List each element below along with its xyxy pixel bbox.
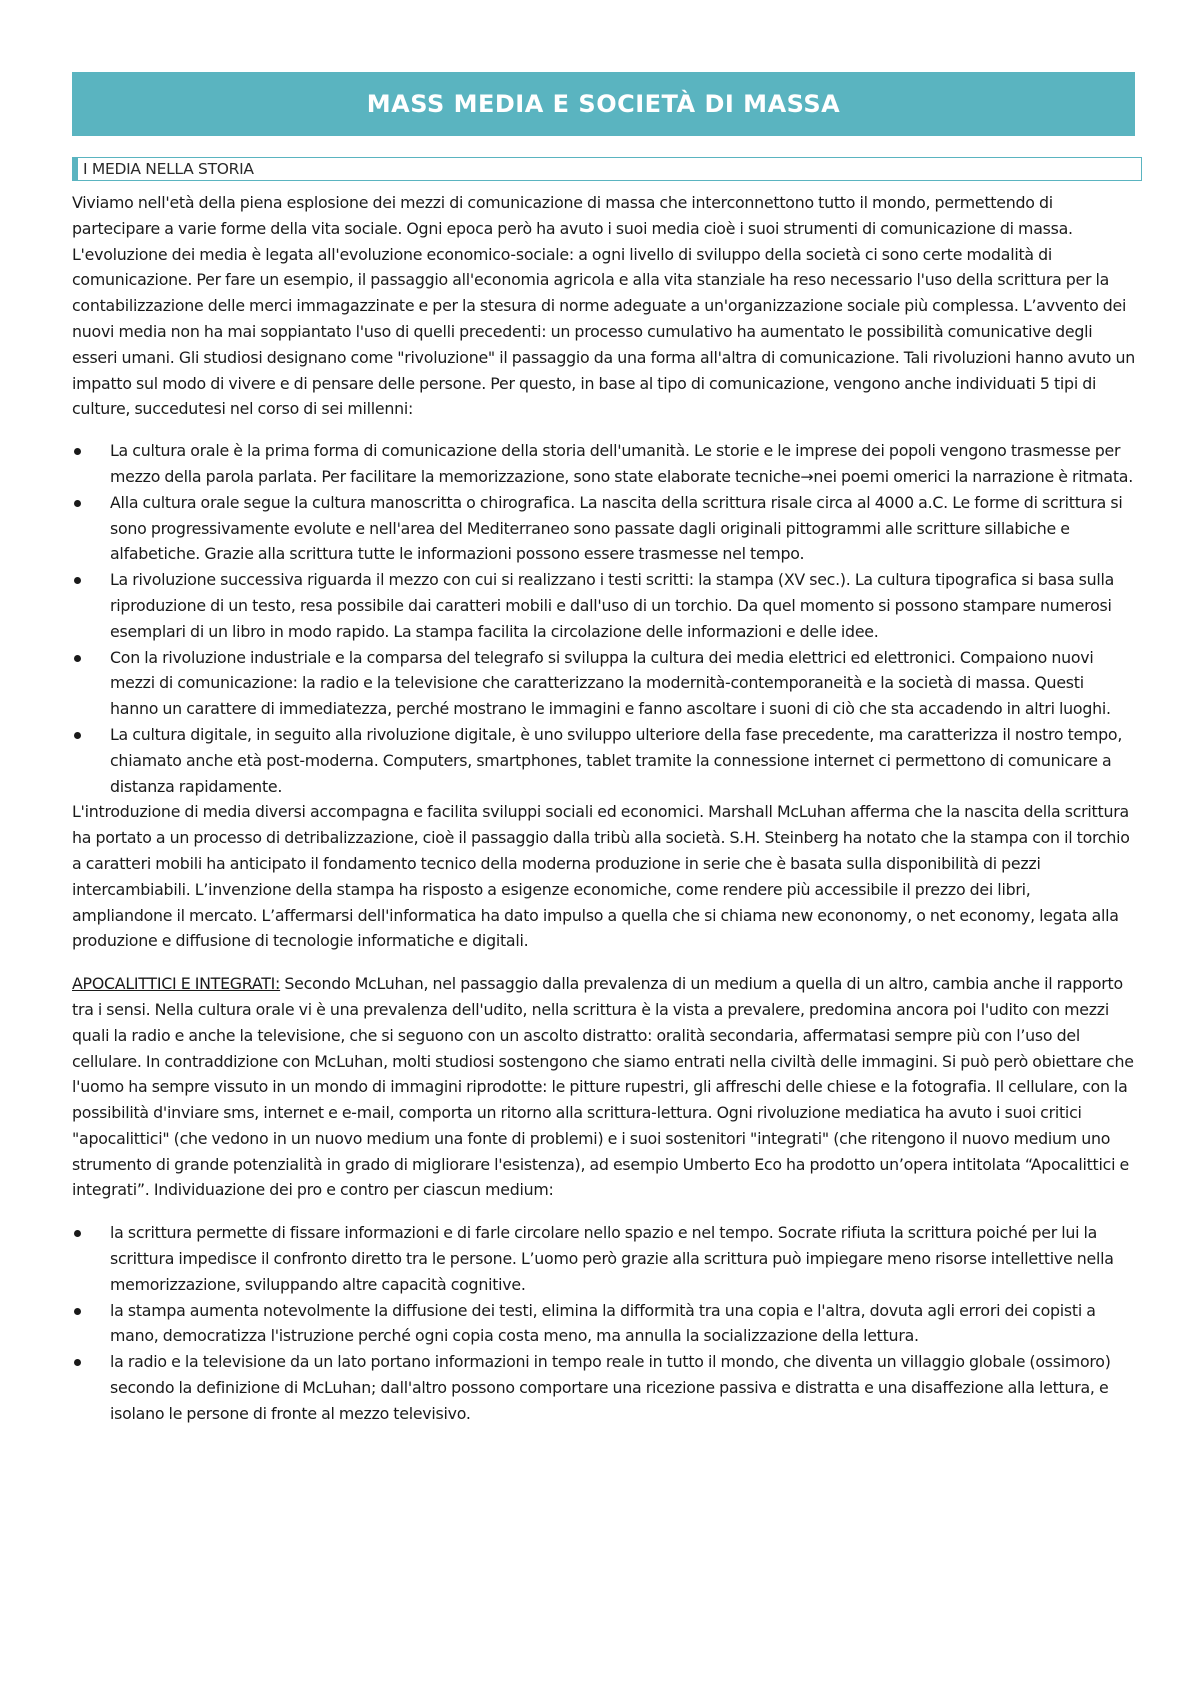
list-item-text: La cultura orale è la prima forma di comunicazione della storia dell'umanità. Le storie e le imprese dei popoli vengono trasmesse per mezzo della parola parlata. Per facilitare la memorizzazione, sono state elaborate tecniche→nei poemi omerici la narrazione è ritmata. bbox=[110, 441, 1133, 486]
list-item bbox=[72, 645, 1135, 722]
list-item bbox=[72, 1220, 1135, 1297]
media-pro-contro-list bbox=[72, 1220, 1135, 1426]
bullet-icon bbox=[74, 448, 81, 455]
bullet-icon bbox=[74, 732, 81, 739]
apocalittici-text: Secondo McLuhan, nel passaggio dalla prevalenza di un medium a quella di un altro, cambia anche il rapporto tra i sensi. Nella cultura orale vi è una prevalenza dell'udito, nella scrittura è la vista a prevalere, predomina ancora poi l'udito con mezzi quali la radio e anche la televisione, che si seguono con un ascolto distratto: oralità secondaria, affermatasi sempre più con l’uso del cellulare. In contraddizione con McLuhan, molti studiosi sostengono che siamo entrati nella civiltà delle immagini. Si può però obiettare che l'uomo ha sempre vissuto in un mondo di immagini riprodotte: le pitture rupestri, gli affreschi delle chiese e la fotografia. Il cellulare, con la possibilità d'inviare sms, internet e e-mail, comporta un ritorno alla scrittura-lettura. Ogni rivoluzione mediatica ha avuto i suoi critici "apocalittici" (che vedono in un nuovo medium una fonte di problemi) e i suoi sostenitori "integrati" (che ritengono il nuovo medium uno strumento di grande potenzialità in grado di migliorare l'esistenza), ad esempio Umberto Eco ha prodotto un’opera intitolata “Apocalittici e integrati”. Individuazione dei pro e contro per ciascun medium: bbox=[72, 974, 1134, 1200]
list-item-text: La cultura digitale, in seguito alla rivoluzione digitale, è uno sviluppo ulteriore della fase precedente, ma caratterizza il nostro tempo, chiamato anche età post-moderna. Computers, smartphones, tablet tramite la connessione internet ci permettono di comunicare a distanza rapidamente. bbox=[110, 724, 1123, 796]
intro-paragraph: Viviamo nell'età della piena esplosione dei mezzi di comunicazione di massa che interconnettono tutto il mondo, permettendo di partecipare a varie forme della vita sociale. Ogni epoca però ha avuto i suoi media cioè i suoi strumenti di comunicazione di massa. L'evoluzione dei media è legata all'evoluzione economico-sociale: a ogni livello di sviluppo della società ci sono certe modalità di comunicazione. Per fare un esempio, il passaggio all'economia agricola e alla vita stanziale ha reso necessario l'uso della scrittura per la contabilizzazione delle merci immagazzinate e per la stesura di norme adeguate a un'organizzazione sociale più complessa. L’avvento dei nuovi media non ha mai soppiantato l'uso di quelli precedenti: un processo cumulativo ha aumentato le possibilità comunicative degli esseri umani. Gli studiosi designano come "rivoluzione" il passaggio da una forma all'altra di comunicazione. Tali rivoluzioni hanno avuto un impatto sul modo di vivere e di pensare delle persone. Per questo, in base al tipo di comunicazione, vengono anche individuati 5 tipi di culture, succedutesi nel corso di sei millenni: bbox=[72, 193, 1135, 419]
list-item bbox=[72, 438, 1135, 490]
document-title: MASS MEDIA E SOCIETÀ DI MASSA bbox=[366, 90, 841, 118]
list-item-text: La rivoluzione successiva riguarda il mezzo con cui si realizzano i testi scritti: la stampa (XV sec.). La cultura tipografica si basa sulla riproduzione di un testo, resa possibile dai caratteri mobili e dall'uso di un torchio. Da quel momento si possono stampare numerosi esemplari di un libro in modo rapido. La stampa facilita la circolazione delle informazioni e delle idee. bbox=[110, 570, 1115, 641]
list-item bbox=[72, 490, 1135, 567]
apocalittici-heading: APOCALITTICI E INTEGRATI: bbox=[72, 974, 281, 994]
body-paragraph-2: L'introduzione di media diversi accompagna e facilita sviluppi sociali ed economici. Marshall McLuhan afferma che la nascita della scrittura ha portato a un processo di detribalizzazione, cioè il passaggio dalla tribù alla società. S.H. Steinberg ha notato che la stampa con il torchio a caratteri mobili ha anticipato il fondamento tecnico della moderna produzione in serie che è basata sulla disponibilità di pezzi intercambiabili. L’invenzione della stampa ha risposto a esigenze economiche, come rendere più accessibile il prezzo dei libri, ampliandone il mercato. L’affermarsi dell'informatica ha dato impulso a quella che si chiama new econonomy, o net economy, legata alla produzione e diffusione di tecnologie informatiche e digitali. bbox=[72, 802, 1130, 951]
bullet-icon bbox=[74, 500, 81, 507]
list-item-text: Con la rivoluzione industriale e la comparsa del telegrafo si sviluppa la cultura dei media elettrici ed elettronici. Compaiono nuovi mezzi di comunicazione: la radio e la televisione che caratterizzano la modernità-contemporaneità e la società di massa. Questi hanno un carattere di immediatezza, perché mostrano le immagini e fanno ascoltare i suoni di ciò che sta accadendo in altri luoghi. bbox=[110, 647, 1111, 719]
section-heading bbox=[72, 157, 1142, 181]
list-item bbox=[72, 1298, 1135, 1350]
bullet-icon bbox=[74, 1308, 81, 1315]
bullet-icon bbox=[74, 1230, 81, 1237]
list-item bbox=[72, 1349, 1135, 1426]
bullet-icon bbox=[74, 1359, 81, 1366]
bullet-icon bbox=[74, 577, 81, 584]
list-item bbox=[72, 567, 1135, 644]
list-item-text: Alla cultura orale segue la cultura manoscritta o chirografica. La nascita della scrittura risale circa al 4000 a.C. Le forme di scrittura si sono progressivamente evolute e nell'area del Mediterraneo sono passate dagli originali pittogrammi alle scritture sillabiche e alfabetiche. Grazie alla scrittura tutte le informazioni possono essere trasmesse nel tempo. bbox=[110, 492, 1123, 564]
list-item-text: la scrittura permette di fissare informazioni e di farle circolare nello spazio e nel tempo. Socrate rifiuta la scrittura poiché per lui la scrittura impedisce il confronto diretto tra le persone. L’uomo però grazie alla scrittura può impiegare meno risorse intellettive nella memorizzazione, sviluppando altre capacità cognitive. bbox=[110, 1223, 1114, 1294]
bullet-icon bbox=[74, 655, 81, 662]
list-item-text: la stampa aumenta notevolmente la diffusione dei testi, elimina la difformità tra una copia e l'altra, dovuta agli errori dei copisti a mano, democratizza l'istruzione perché ogni copia costa meno, ma annulla la socializzazione della lettura. bbox=[110, 1300, 1096, 1346]
section-heading-text: I MEDIA NELLA STORIA bbox=[83, 160, 254, 178]
list-item-text: la radio e la televisione da un lato portano informazioni in tempo reale in tutto il mondo, che diventa un villaggio globale (ossimoro) secondo la definizione di McLuhan; dall'altro possono comportare una ricezione passiva e distratta e una disaffezione alla lettura, e isolano le persone di fronte al mezzo televisivo. bbox=[110, 1352, 1111, 1423]
cultures-list bbox=[72, 438, 1135, 799]
list-item bbox=[72, 722, 1135, 799]
apocalittici-paragraph bbox=[72, 971, 1135, 1203]
title-banner bbox=[72, 72, 1135, 136]
